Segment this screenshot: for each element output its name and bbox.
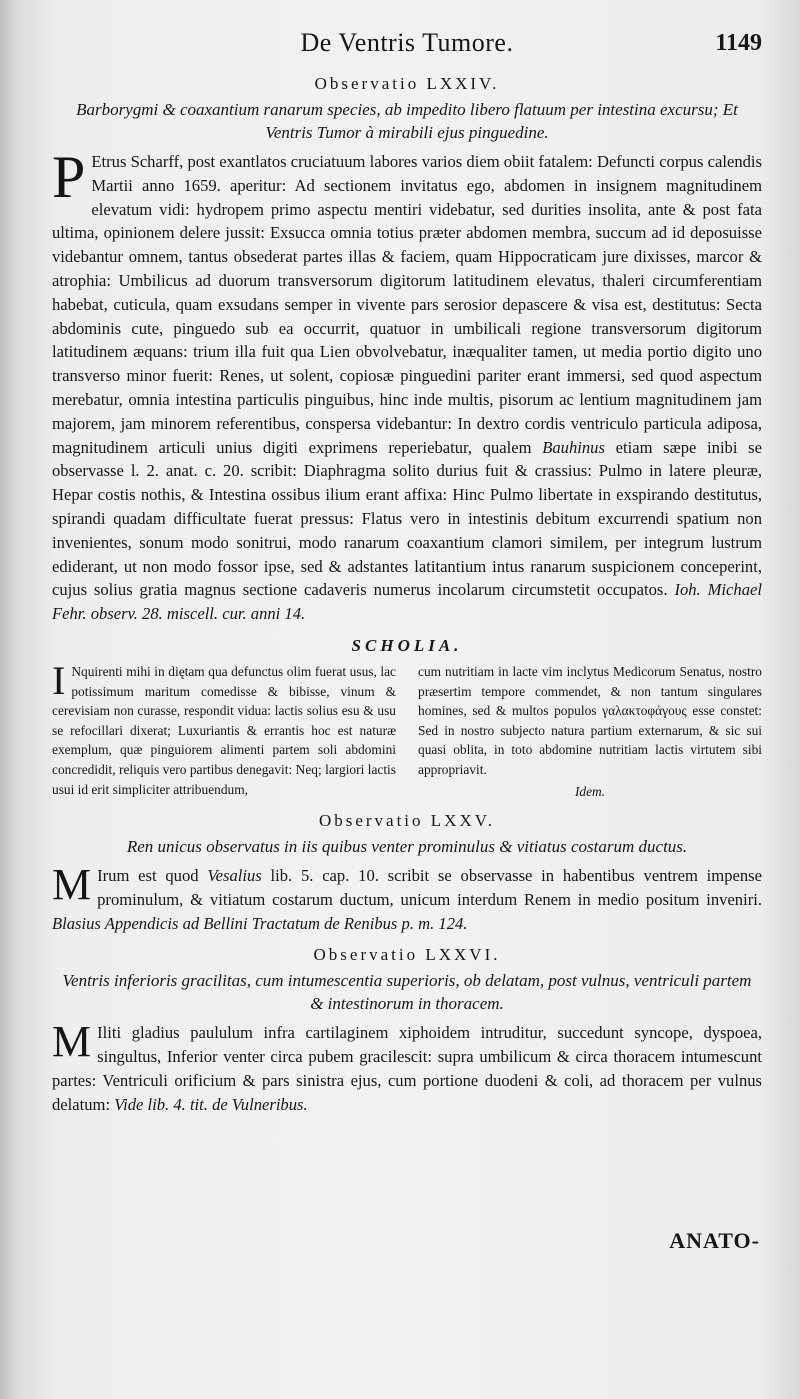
- drop-cap: M: [52, 860, 92, 910]
- scholia-column-left: [52, 657, 396, 801]
- scholia-column-right: [418, 662, 762, 801]
- observation-74: [52, 74, 762, 626]
- observation-76-text: Iliti gladius paululum infra cartilaginem xiphoidem intruditur, succedunt syncope, dyspoea, singultus, Inferior venter circa pubem gracilescit: supra umbilicum & circa thoracem intumescunt partes: Ventriculi orificium & pars sinistra ejus, cum portione duodeni & coli, ad thoracem per vulnus delatum:: [52, 1023, 762, 1114]
- observation-75-text: Irum est quod: [97, 866, 199, 886]
- observation-74-text: Etrus Scharff, post exantlatos cruciatuum labores varios diem obiit fatalem: Defuncti corpus calendis Martii anno 1659. aperitur: Ad sectionem invitatus ego, abdomen in insignem magnitudinem elevatum vidi: hydropem primo aspectu mentiri videbatur, sed durities insolita, ante & post fata ultima, opinionem delere jussit: Exsucca omnia totius præter abdomen membra, succum ad id deposuisse videbantur omnem, tantus obsederat partes illas & faciem, quam Hippocraticam jure dixisses, marcor & atrophia: Umbilicus ad duorum transversorum digitorum latitudinem elevatus, thaleri circumferentiam habebat, cuticula, quam exsudans semper in vivente pars serosior depascere & visa est, destitutus: Secta abdominis cute, pinguedo sub ea occurrit, quatuor in umbilicali regione transversorum digitorum latitudinem æquans: trium illa fuit qua Lien obvolvebatur, inæqualiter tamen, ut media portio digito uno transverso minor fuerit: Renes, ut solent, copiosæ pinguedini pariter erant immersi, sed quod aspectum merebatur, omnia intestina particulis pinguibus, hinc inde multis, pisorum ac lentium magnitudinem jam majorem, jam minorem referentibus, conspersa videbantur: In dextro cordis ventriculo particula adiposa, magnitudinem articuli unius digiti exprimens reperiebatur, qualem: [52, 152, 762, 457]
- observation-76-title: Observatio LXXVI.: [313, 945, 501, 965]
- author-reference: Vesalius: [207, 866, 262, 886]
- observation-75: [52, 811, 762, 935]
- observation-76-body: [52, 1017, 762, 1116]
- scholia-columns: [52, 657, 762, 801]
- observation-74-body: [52, 144, 762, 626]
- observation-76: [52, 945, 762, 1116]
- observation-75-citation: Blasius Appendicis ad Bellini Tractatum de Renibus p. m. 124.: [52, 913, 468, 933]
- observation-75-summary: Ren unicus observatus in iis quibus venter prominulus & vitiatus costarum ductus.: [126, 837, 688, 857]
- page-header: [52, 28, 762, 68]
- observation-75-title: Observatio LXXV.: [318, 811, 496, 831]
- observation-74-summary: Barborygmi & coaxantium ranarum species, ab impedito libero flatuum per intestina excursu; Et Ventris Tumor à mirabili ejus pinguedine.: [76, 100, 738, 142]
- scholia-text-left: Nquirenti mihi in diętam qua defunctus olim fuerat usus, lac potissimum maritum comedisse & bibisse, vinum & cerevisiam non curasse, respondit vidua: lactis solius esu & usu se refocillari dixerat; Luxuriantis & errantis hoc est naturæ exemplum, quæ pinguiorem alimenti partem soli abdomini concredidit, reliquis vero partibus denegavit: Neq; largiori lactis usui id erit simpliciter attribuendum,: [52, 663, 396, 797]
- scholia-text-right: cum nutritiam in lacte vim inclytus Medicorum Senatus, nostro præsertim tempore commendet, & non tantum singulares homines, sed & multos populos γαλακτοφάγους esse constet: Sed in nostro subjecto natura partium externarum, & sic sui quasi oblita, in toto abdomine nutritiam lactis virtutem sibi appropriavit.: [418, 663, 762, 777]
- observation-75-body: [52, 860, 762, 935]
- running-title: De Ventris Tumore.: [300, 28, 514, 57]
- scholia-signature: Idem.: [574, 783, 606, 799]
- catchword: ANATO-: [669, 1228, 760, 1253]
- scholia-section: [52, 636, 762, 801]
- drop-cap: P: [52, 144, 86, 210]
- drop-cap: M: [52, 1017, 92, 1067]
- observation-75-text-continued: lib. 5. cap. 10. scribit se observasse in habentibus ventrem impense prominulum, & vitiatum costarum ductum, unicum interdum Renem in medio positum inveniri.: [97, 866, 762, 909]
- scholia-heading: SCHOLIA.: [351, 635, 463, 655]
- observation-76-summary: Ventris inferioris gracilitas, cum intumescentia superioris, ob delatam, post vulnus, ventriculi partem & intestinorum in thoracem.: [62, 971, 752, 1014]
- author-reference: Bauhinus: [542, 437, 605, 457]
- page-number: 1149: [715, 30, 762, 56]
- observation-74-title: Observatio LXXIV.: [314, 74, 500, 93]
- observation-74-citation: Ioh. Michael Fehr. observ. 28. miscell. cur. anni 14.: [52, 580, 762, 624]
- drop-cap: I: [52, 657, 66, 703]
- observation-74-text-continued: etiam sæpe inibi se observasse l. 2. anat. c. 20. scribit: Diaphragma solito durius fuit & crassius: Pulmo in latere pleuræ, Hepar costis nothis, & Intestina ossibus ilium erant affixa: Hinc Pulmo libertate in exspirando destitutus, spirandi quadam difficultate fuerat pressus: Flatus vero in intestinis debitum excurrendi spatium non invenientes, sonum modo sonitrui, modo ranarum coaxantium clamori similem, per integrum lustrum ediderant, ut non modo fossor ipse, sed & adstantes latitantium intus ranarum suspicionem conceperint, cujus solius gratia magnus sectione cadaveris numerus incolarum circumstetit occupatos.: [52, 437, 762, 600]
- observation-76-citation: Vide lib. 4. tit. de Vulneribus.: [114, 1094, 308, 1114]
